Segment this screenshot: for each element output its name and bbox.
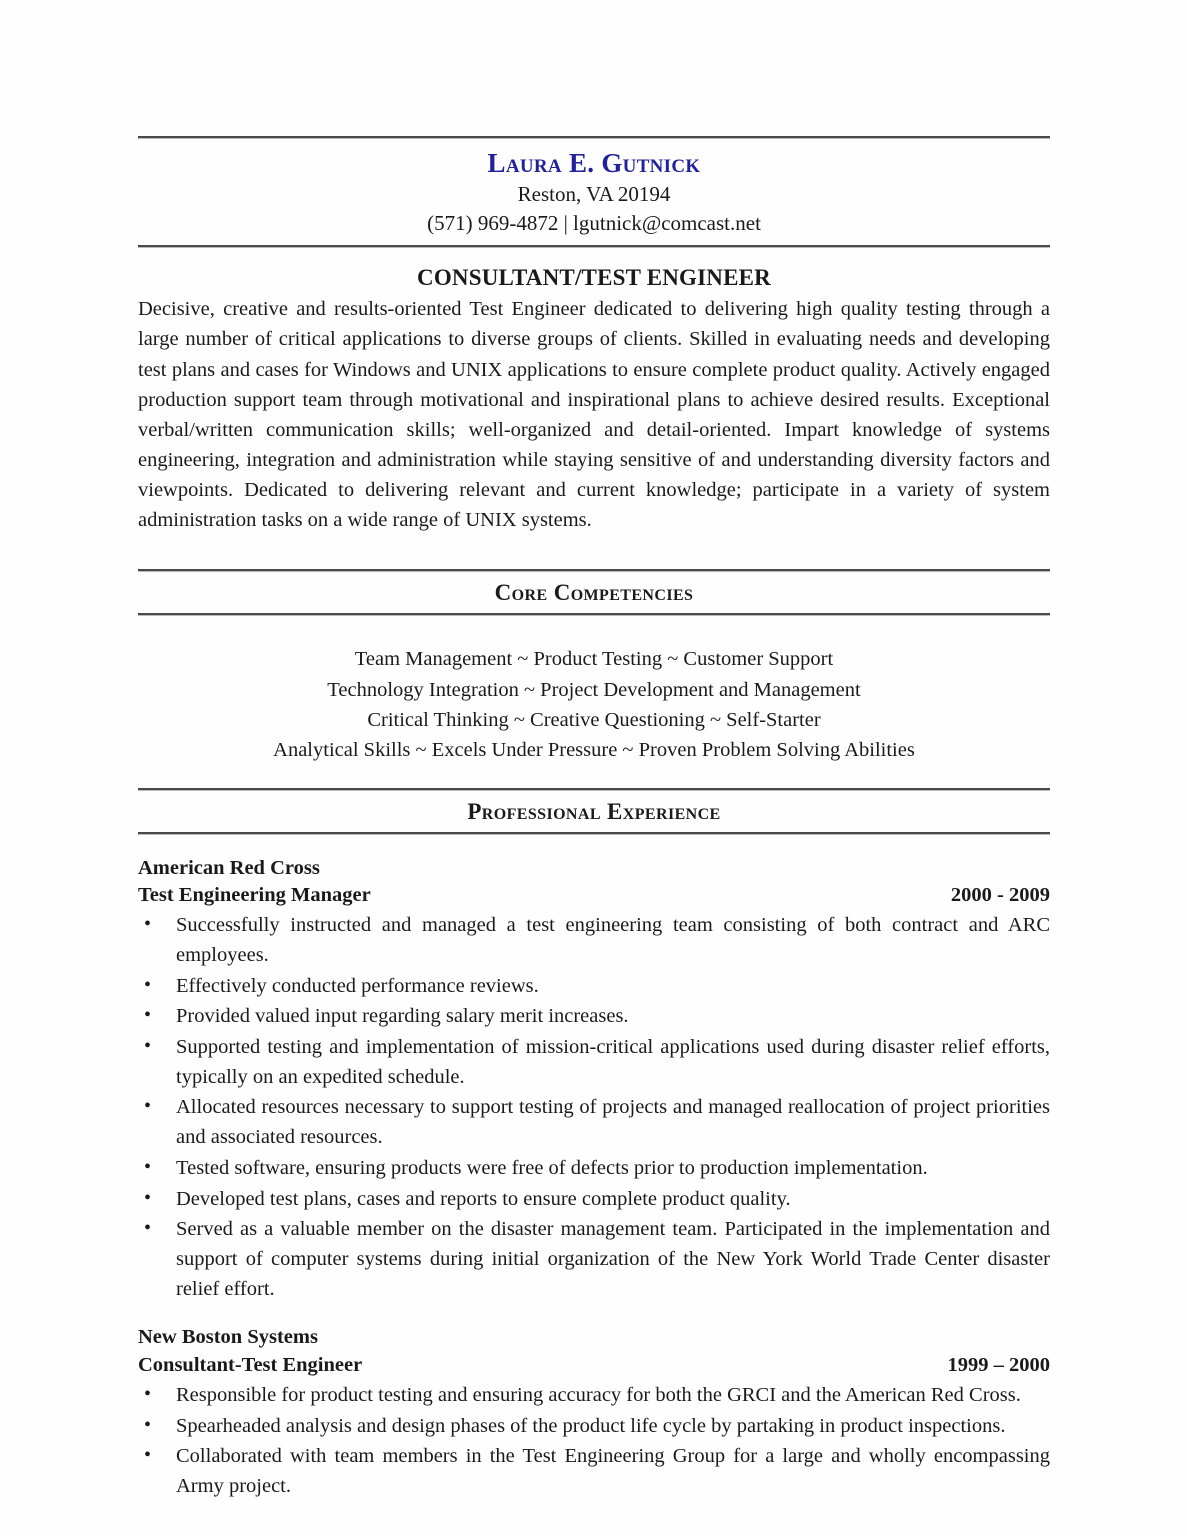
responsibility-item: • Responsible for product testing and ensuring accuracy for both the GRCI and the American Red Cross. (138, 1381, 1050, 1411)
section-heading-professional-experience: Professional Experience (467, 798, 721, 824)
responsibility-item: • Effectively conducted performance reviews. (138, 972, 1050, 1002)
job-role: Test Engineering Manager (138, 883, 371, 906)
summary-spacer (138, 535, 1050, 569)
responsibility-list (138, 1381, 1050, 1502)
responsibility-item: • Allocated resources necessary to support testing of projects and managed reallocation of project priorities and associated resources. (138, 1093, 1050, 1152)
competency-line: Team Management ~ Product Testing ~ Customer Support (354, 648, 834, 671)
competency-line: Technology Integration ~ Project Development and Management (327, 678, 861, 701)
responsibility-item: • Developed test plans, cases and reports to ensure complete product quality. (138, 1185, 1050, 1215)
candidate-contact-line: (571) 969-4872 | lgutnick@comcast.net (427, 210, 761, 235)
section-heading-core-competencies: Core Competencies (494, 580, 694, 606)
candidate-location: Reston, VA 20194 (517, 182, 671, 207)
header-top-rule (138, 136, 1050, 139)
responsibility-item: • Tested software, ensuring products were free of defects prior to production implementation. (138, 1154, 1050, 1184)
responsibility-item: • Successfully instructed and managed a test engineering team consisting of both contract and ARC employees. (138, 911, 1050, 970)
role-and-dates-row (138, 1352, 1050, 1379)
job-dates: 2000 - 2009 (950, 883, 1050, 906)
competency-line: Critical Thinking ~ Creative Questioning ~ Self-Starter (367, 708, 821, 731)
responsibility-item: • Provided valued input regarding salary merit increases. (138, 1002, 1050, 1032)
experience-entry (138, 855, 1050, 1305)
employer-name: New Boston Systems (138, 1326, 318, 1349)
target-job-title: CONSULTANT/TEST ENGINEER (417, 265, 771, 291)
professional-summary: Decisive, creative and results-oriented Test Engineer dedicated to delivering high quality testing through a large number of critical applications to diverse groups of clients. Skilled in evaluating needs and developing test plans and cases for Windows and UNIX applications to ensure complete product quality. Actively engaged production support team through motivational and inspirational plans to achieve desired results. Exceptional verbal/written communication skills; well-organized and detail-oriented. Impart knowledge of systems engineering, integration and administration while staying sensitive of and understanding diversity factors and viewpoints. Dedicated to delivering relevant and current knowledge; participate in a variety of system administration tasks on a wide range of UNIX systems. (138, 298, 1050, 532)
competencies-bottom-rule (138, 613, 1050, 616)
experience-bottom-rule (138, 832, 1050, 835)
experience-entry (138, 1324, 1050, 1501)
employer-name: American Red Cross (138, 856, 320, 879)
competency-line: Analytical Skills ~ Excels Under Pressure ~ Proven Problem Solving Abilities (273, 739, 915, 762)
role-and-dates-row (138, 882, 1050, 909)
candidate-name: Laura E. Gutnick (487, 148, 701, 178)
responsibility-item: • Served as a valuable member on the disaster management team. Participated in the implementation and support of computer systems during initial organization of the New York World Trade Center disaster relief effort. (138, 1215, 1050, 1304)
competencies-list (138, 644, 1050, 765)
responsibility-item: • Supported testing and implementation of mission-critical applications used during disaster relief efforts, typically on an expedited schedule. (138, 1033, 1050, 1092)
responsibility-list (138, 911, 1050, 1304)
responsibility-item: • Spearheaded analysis and design phases of the product life cycle by partaking in product inspections. (138, 1412, 1050, 1442)
header-bottom-rule (138, 245, 1050, 248)
resume-content (138, 0, 1050, 1503)
responsibility-item: • Collaborated with team members in the Test Engineering Group for a large and wholly encompassing Army project. (138, 1442, 1050, 1501)
job-dates: 1999 – 2000 (947, 1353, 1050, 1376)
job-role: Consultant-Test Engineer (138, 1353, 363, 1376)
